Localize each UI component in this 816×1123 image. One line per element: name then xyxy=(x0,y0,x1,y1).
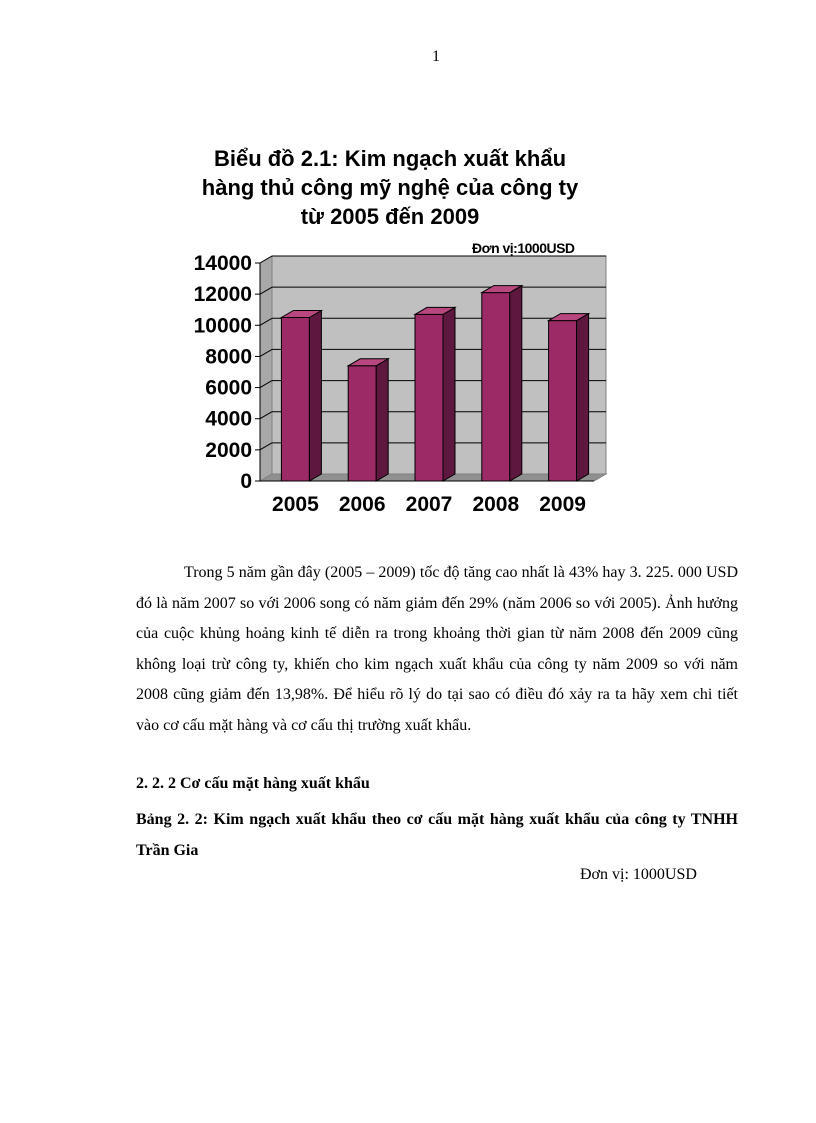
y-tick-label: 6000 xyxy=(205,376,252,400)
x-tick-label: 2007 xyxy=(405,493,453,516)
bar-front xyxy=(549,321,577,481)
y-tick-label: 14000 xyxy=(193,252,252,275)
x-tick-label: 2005 xyxy=(272,493,319,516)
bar-side xyxy=(577,314,589,481)
x-tick-label: 2006 xyxy=(338,493,386,516)
bar-side xyxy=(309,311,321,482)
y-tick-label: 12000 xyxy=(193,283,252,307)
bar-front xyxy=(482,293,510,481)
bar-side xyxy=(443,307,455,481)
y-tick-label: 10000 xyxy=(193,314,252,338)
page-number: 1 xyxy=(432,48,440,65)
body-paragraph xyxy=(136,558,738,741)
chart-title xyxy=(190,144,590,231)
bar-side xyxy=(376,359,388,481)
table-caption: Bảng 2. 2: Kim ngạch xuất khẩu theo cơ cấu mặt hàng xuất khẩu của công ty TNHH Trần Gia xyxy=(136,811,738,859)
chart-title-line: Biểu đồ 2.1: Kim ngạch xuất khẩu xyxy=(213,146,567,171)
x-tick-label: 2008 xyxy=(472,493,520,516)
table-unit-label: Đơn vị: 1000USD xyxy=(580,866,697,883)
bar-front xyxy=(348,366,376,481)
bar-front xyxy=(415,314,443,481)
chart-unit-label: Đơn vị:1000USD xyxy=(472,240,575,256)
y-tick-label: 2000 xyxy=(205,438,252,462)
chart-title-line: hàng thủ công mỹ nghệ của công ty xyxy=(201,175,579,200)
body-paragraph-text: Trong 5 năm gần đây (2005 – 2009) tốc độ tăng cao nhất là 43% hay 3. 225. 000 USD đó là năm 2007 so với 2006 song có năm giảm đến 29% (năm 2006 so với 2005). Ảnh hưởng của cuộc khủng hoảng kinh tế diễn ra trong khoảng thời gian từ năm 2008 đến 2009 cũng không loại trừ công ty, khiến cho kim ngạch xuất khẩu của công ty năm 2009 so với năm 2008 cũng giảm đến 13,98%. Để hiểu rõ lý do tại sao có điều đó xảy ra ta hãy xem chi tiết vào cơ cấu mặt hàng và cơ cấu thị trường xuất khẩu. xyxy=(136,564,738,734)
y-tick-label: 0 xyxy=(240,470,252,493)
bar-front xyxy=(281,318,309,482)
y-tick-label: 4000 xyxy=(205,407,252,431)
plot-side-wall xyxy=(260,256,272,481)
y-tick-label: 8000 xyxy=(205,345,252,369)
bar-chart xyxy=(180,250,620,520)
chart-title-line: từ 2005 đến 2009 xyxy=(300,204,480,229)
bar-side xyxy=(510,286,522,481)
x-tick-label: 2009 xyxy=(539,493,586,516)
section-heading: 2. 2. 2 Cơ cấu mặt hàng xuất khẩu xyxy=(136,775,370,792)
